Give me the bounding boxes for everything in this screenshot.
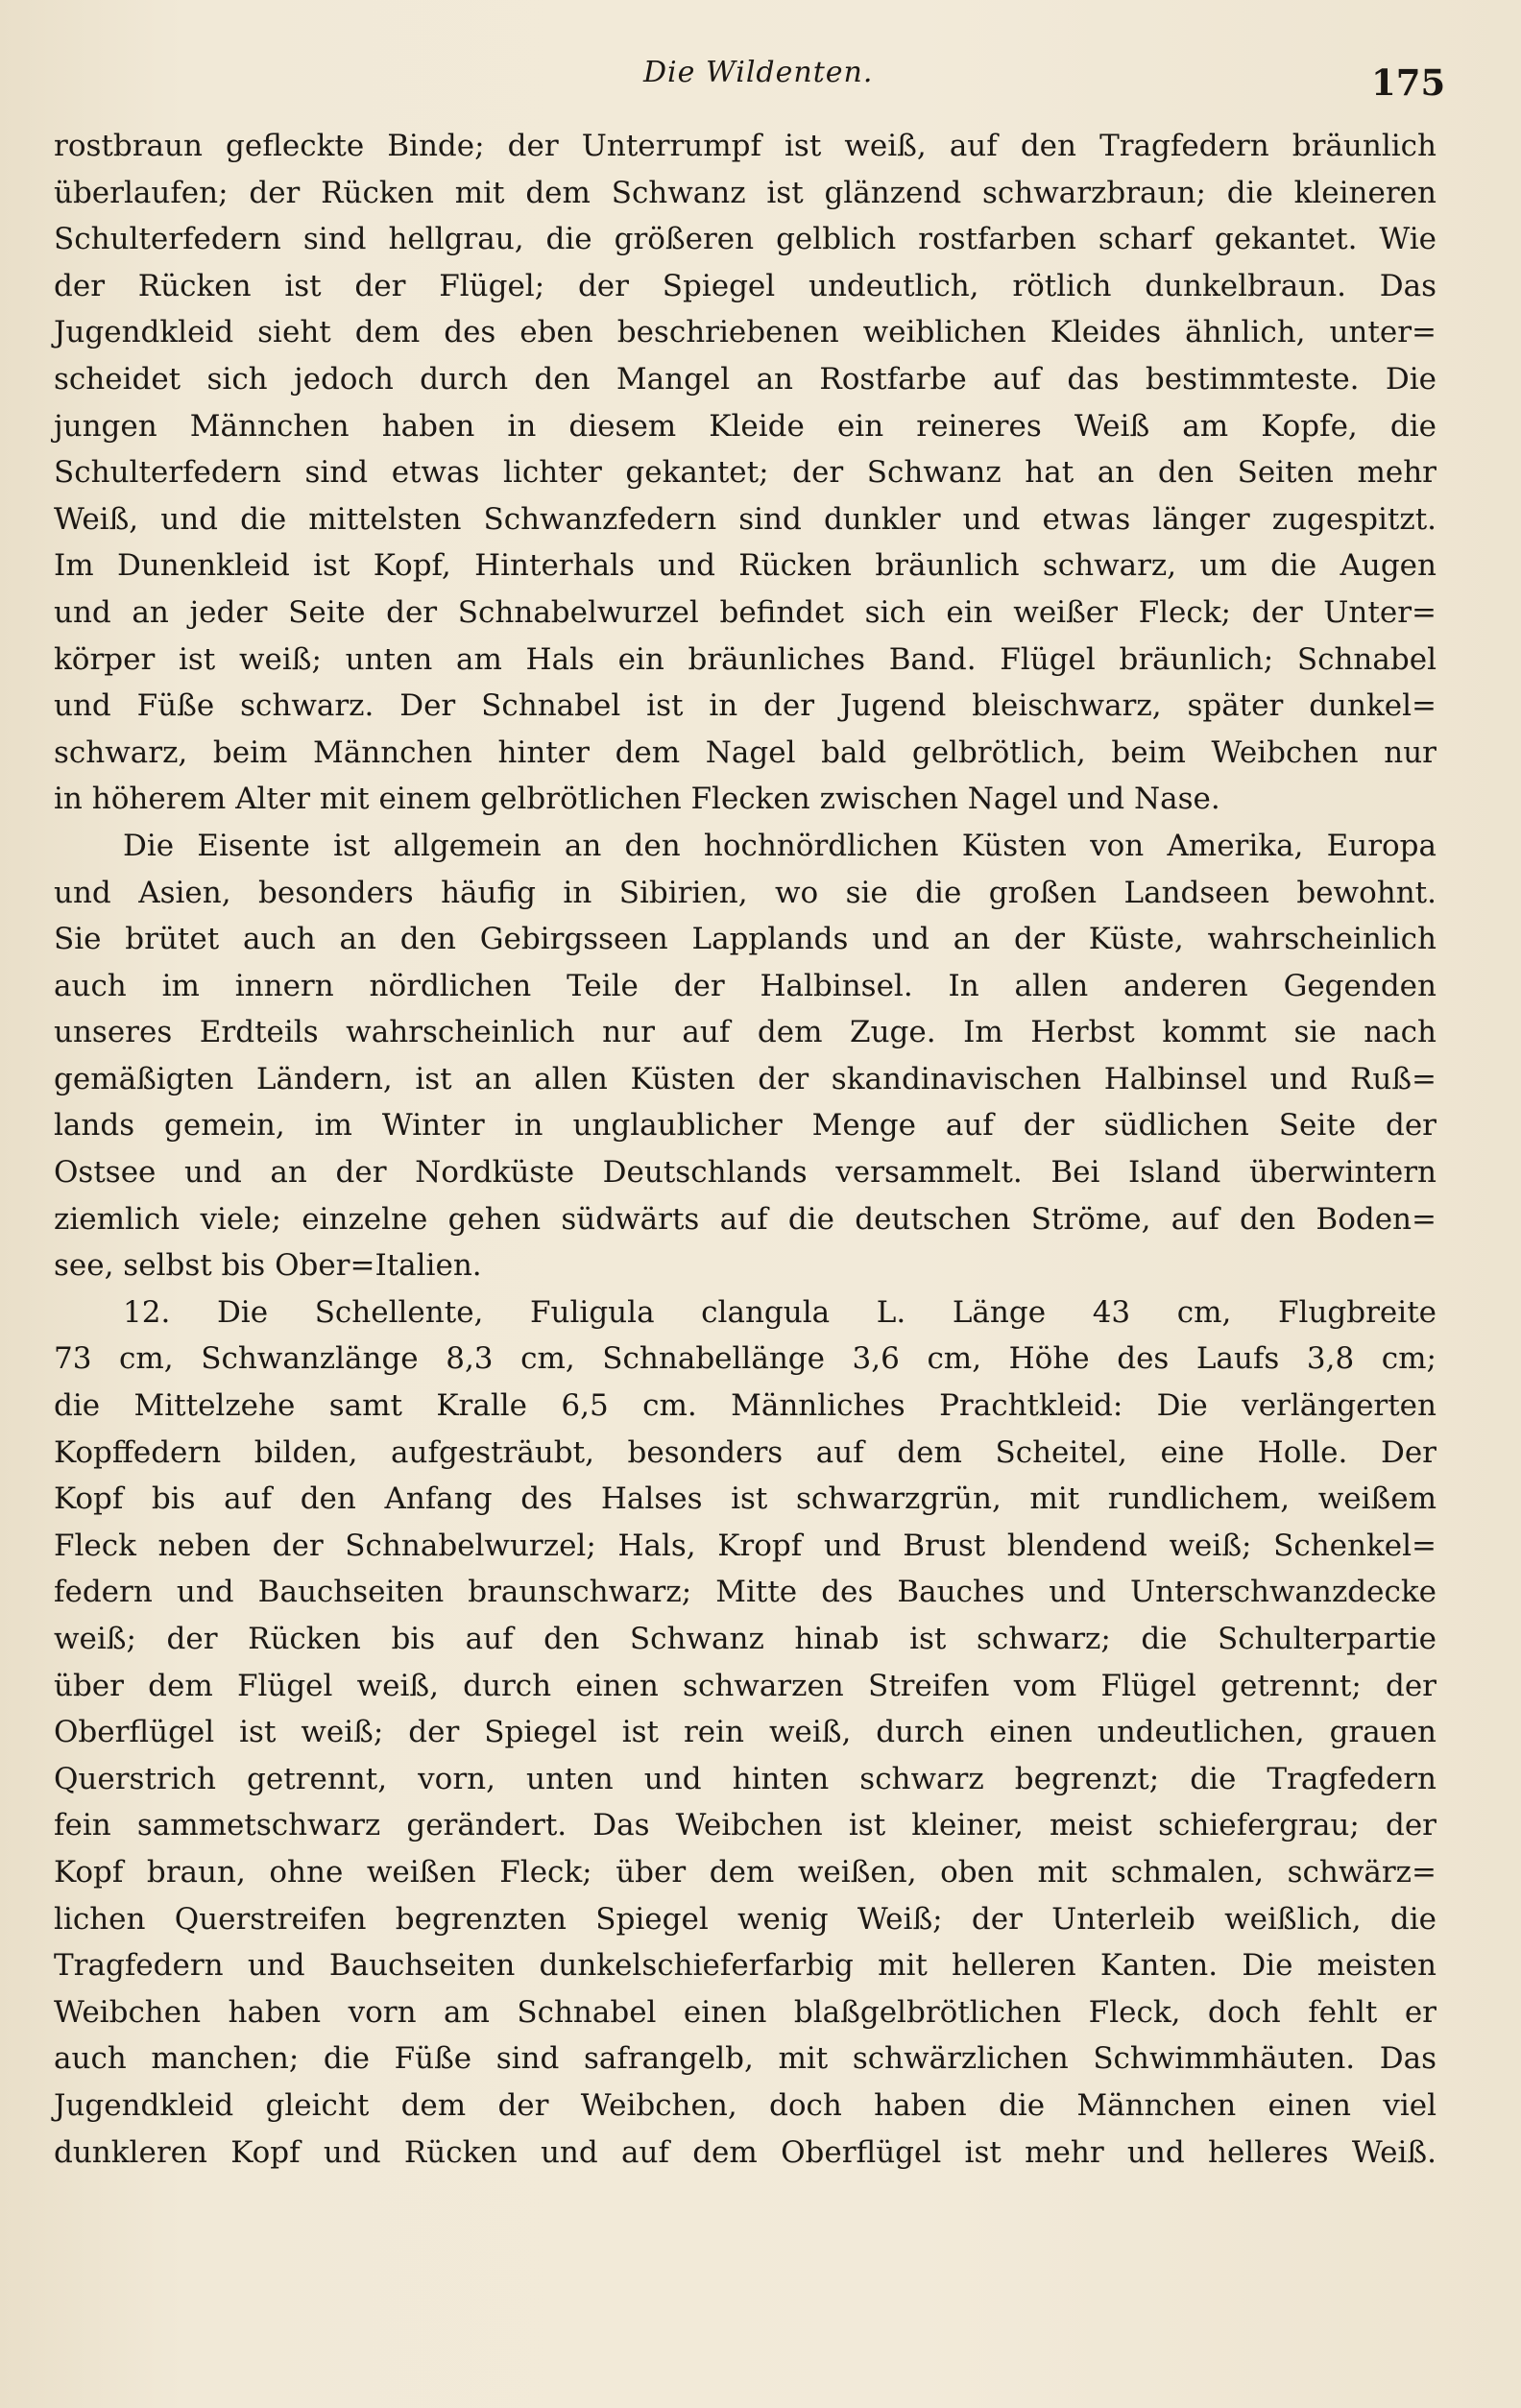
text-line: Jugendkleid sieht dem des eben beschriebenen weiblichen Kleides ähnlich, unter= — [54, 315, 1436, 350]
paragraph-first-line: Die Eisente ist allgemein an den hochnördlichen Küsten von Amerika, Europa — [123, 828, 1436, 863]
text-line: die Mittelzehe samt Kralle 6,5 cm. Männliches Prachtkleid: Die verlängerten — [54, 1388, 1436, 1424]
text-line: schwarz, beim Männchen hinter dem Nagel bald gelbrötlich, beim Weibchen nur — [54, 734, 1436, 770]
text-line: Schulterfedern sind hellgrau, die größeren gelblich rostfarben scharf gekantet. Wie — [54, 222, 1436, 257]
text-line: Kopf bis auf den Anfang des Halses ist schwarzgrün, mit rundlichem, weißem — [54, 1481, 1436, 1517]
text-line: lands gemein, im Winter in unglaublicher Menge auf der südlichen Seite der — [54, 1108, 1436, 1144]
text-line: jungen Männchen haben in diesem Kleide ein reineres Weiß am Kopfe, die — [54, 408, 1436, 444]
text-line: Im Dunenkleid ist Kopf, Hinterhals und Rücken bräunlich schwarz, um die Augen — [54, 548, 1436, 584]
text-line: scheidet sich jedoch durch den Mangel an Rostfarbe auf das bestimmteste. Die — [54, 361, 1436, 397]
text-line: Kopffedern bilden, aufgesträubt, besonders auf dem Scheitel, eine Holle. Der — [54, 1434, 1436, 1470]
text-line: unseres Erdteils wahrscheinlich nur auf dem Zuge. Im Herbst kommt sie nach — [54, 1015, 1436, 1050]
text-line: und Füße schwarz. Der Schnabel ist in der Jugend bleischwarz, später dunkel= — [54, 688, 1436, 724]
text-line: Fleck neben der Schnabelwurzel; Hals, Kropf und Brust blendend weiß; Schenkel= — [54, 1528, 1436, 1563]
text-line: ziemlich viele; einzelne gehen südwärts auf die deutschen Ströme, auf den Boden= — [54, 1201, 1436, 1237]
text-line: überlaufen; der Rücken mit dem Schwanz ist glänzend schwarzbraun; die kleineren — [54, 175, 1436, 210]
text-line: Ostsee und an der Nordküste Deutschlands versammelt. Bei Island überwintern — [54, 1155, 1436, 1191]
text-line: Kopf braun, ohne weißen Fleck; über dem weißen, oben mit schmalen, schwärz= — [54, 1854, 1436, 1890]
text-line: der Rücken ist der Flügel; der Spiegel undeutlich, rötlich dunkelbraun. Das — [54, 268, 1436, 303]
text-line: auch im innern nördlichen Teile der Halbinsel. In allen anderen Gegenden — [54, 968, 1436, 1003]
text-line: rostbraun gefleckte Binde; der Unterrumpf ist weiß, auf den Tragfedern bräunlich — [54, 129, 1436, 163]
text-line: fein sammetschwarz gerändert. Das Weibchen ist kleiner, meist schiefergrau; der — [54, 1808, 1436, 1843]
text-line: auch manchen; die Füße sind safrangelb, mit schwärzlichen Schwimmhäuten. Das — [54, 2041, 1436, 2077]
text-line: dunkleren Kopf und Rücken und auf dem Oberflügel ist mehr und helleres Weiß. — [54, 2134, 1436, 2170]
text-line: Jugendkleid gleicht dem der Weibchen, doch haben die Männchen einen viel — [54, 2087, 1436, 2123]
text-line: und Asien, besonders häufig in Sibirien, wo sie die großen Landseen bewohnt. — [54, 875, 1436, 910]
text-line: Weibchen haben vorn am Schnabel einen blaßgelbrötlichen Fleck, doch fehlt er — [54, 1994, 1436, 2030]
paragraph-first-line: 12. Die Schellente, Fuligula clangula L. Länge 43 cm, Flugbreite — [123, 1294, 1436, 1330]
text-line: Tragfedern und Bauchseiten dunkelschieferfarbig mit helleren Kanten. Die meisten — [54, 1948, 1436, 1984]
text-line: Oberflügel ist weiß; der Spiegel ist rein weiß, durch einen undeutlichen, grauen — [54, 1715, 1436, 1750]
text-line: lichen Querstreifen begrenzten Spiegel wenig Weiß; der Unterleib weißlich, die — [54, 1901, 1436, 1937]
text-line: körper ist weiß; unten am Hals ein bräunliches Band. Flügel bräunlich; Schnabel — [54, 641, 1436, 677]
text-line: gemäßigten Ländern, ist an allen Küsten der skandinavischen Halbinsel und Ruß= — [54, 1061, 1436, 1096]
text-line: Schulterfedern sind etwas lichter gekantet; der Schwanz hat an den Seiten mehr — [54, 455, 1436, 491]
text-line: Querstrich getrennt, vorn, unten und hinten schwarz begrenzt; die Tragfedern — [54, 1761, 1436, 1796]
text-line: über dem Flügel weiß, durch einen schwarzen Streifen vom Flügel getrennt; der — [54, 1668, 1436, 1703]
text-line: weiß; der Rücken bis auf den Schwanz hinab ist schwarz; die Schulterpartie — [54, 1622, 1436, 1656]
text-line: in höherem Alter mit einem gelbrötlichen Flecken zwischen Nagel und Nase. — [54, 782, 1220, 817]
text-line — [54, 2176, 1436, 2223]
body-text — [54, 123, 1436, 2223]
text-line: und an jeder Seite der Schnabelwurzel befindet sich ein weißer Fleck; der Unter= — [54, 594, 1436, 630]
text-line: federn und Bauchseiten braunschwarz; Mitte des Bauches und Unterschwanzdecke — [54, 1575, 1436, 1610]
text-line: Weiß, und die mittelsten Schwanzfedern sind dunkler und etwas länger zugespitzt. — [54, 501, 1436, 537]
running-head: Die Wildenten. — [643, 56, 874, 89]
text-line: 73 cm, Schwanzlänge 8,3 cm, Schnabellänge 3,6 cm, Höhe des Laufs 3,8 cm; — [54, 1341, 1436, 1377]
page-number: 175 — [1371, 61, 1446, 104]
text-line: see, selbst bis Ober=Italien. — [54, 1248, 482, 1284]
text-line: Sie brütet auch an den Gebirgsseen Lapplands und an der Küste, wahrscheinlich — [54, 922, 1436, 957]
